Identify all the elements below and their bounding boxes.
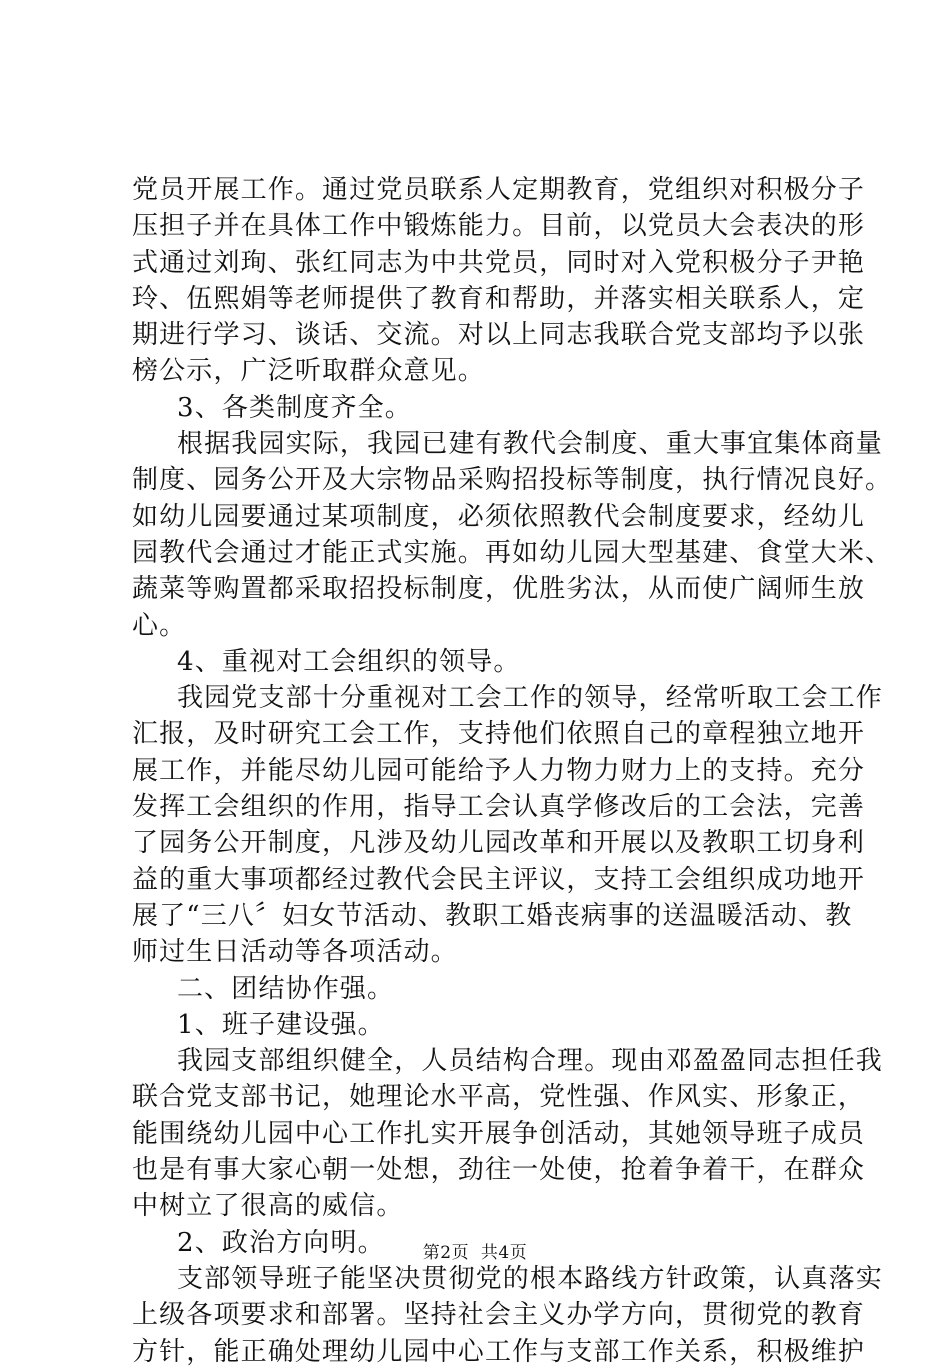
section-heading: 1、班子建设强。	[177, 1009, 385, 1040]
paragraph-start-line: 我园党支部十分重视对工会工作的领导，经常听取工会工作	[177, 683, 883, 714]
page-number: 第2页 共4页	[422, 1243, 528, 1263]
text-line: 了园务公开制度，凡涉及幼儿园改革和开展以及教职工切身利	[132, 828, 866, 859]
text-line: 展了“三八〞妇女节活动、教职工婚丧病事的送温暖活动、教	[132, 900, 853, 931]
text-line: 式通过刘珣、张红同志为中共党员，同时对入党积极分子尹艳	[132, 247, 866, 278]
text-line: 联合党支部书记，她理论水平高，党性强、作风实、形象正，	[132, 1082, 866, 1113]
text-line: 能围绕幼儿园中心工作扎实开展争创活动，其她领导班子成员	[132, 1118, 866, 1149]
section-heading: 4、重视对工会组织的领导。	[177, 646, 521, 677]
text-line: 展工作，并能尽幼儿园可能给予人力物力财力上的支持。充分	[132, 755, 866, 786]
text-line: 制度、园务公开及大宗物品采购招投标等制度，执行情况良好。	[132, 465, 893, 496]
text-line: 也是有事大家心朝一处想，劲往一处使，抢着争着干，在群众	[132, 1155, 866, 1186]
text-line: 师过生日活动等各项活动。	[132, 937, 458, 968]
text-line: 如幼儿园要通过某项制度，必须依照教代会制度要求，经幼儿	[132, 501, 866, 532]
section-heading: 二、团结协作强。	[177, 973, 395, 1004]
text-line: 玲、伍熙娟等老师提供了教育和帮助，并落实相关联系人，定	[132, 283, 866, 314]
text-line: 期进行学习、谈话、交流。对以上同志我联合党支部均予以张	[132, 320, 866, 351]
text-line: 蔬菜等购置都采取招投标制度，优胜劣汰，从而使广阔师生放	[132, 574, 866, 605]
text-line: 益的重大事项都经过教代会民主评议，支持工会组织成功地开	[132, 864, 866, 895]
document-body	[132, 172, 893, 1370]
paragraph-start-line: 支部领导班子能坚决贯彻党的根本路线方针政策，认真落实	[177, 1263, 883, 1294]
text-line: 园教代会通过才能正式实施。再如幼儿园大型基建、食堂大米、	[132, 537, 893, 568]
text-line: 压担子并在具体工作中锻炼能力。目前，以党员大会表决的形	[132, 211, 866, 242]
page-footer	[0, 1238, 950, 1263]
section-heading: 3、各类制度齐全。	[177, 392, 412, 423]
section-heading: 2、政治方向明。	[177, 1227, 385, 1258]
text-line: 汇报，及时研究工会工作，支持他们依照自己的章程独立地开	[132, 719, 866, 750]
paragraph-start-line: 我园支部组织健全，人员结构合理。现由邓盈盈同志担任我	[177, 1046, 883, 1077]
text-line: 方针，能正确处理幼儿园中心工作与支部工作关系，积极维护	[132, 1336, 866, 1367]
text-line: 发挥工会组织的作用，指导工会认真学修改后的工会法，完善	[132, 792, 866, 823]
text-line: 上级各项要求和部署。坚持社会主义办学方向，贯彻党的教育	[132, 1300, 866, 1331]
text-line: 心。	[132, 610, 187, 641]
text-line: 榜公示，广泛听取群众意见。	[132, 356, 485, 387]
text-line: 党员开展工作。通过党员联系人定期教育，党组织对积极分子	[132, 175, 866, 205]
paragraph-start-line: 根据我园实际，我园已建有教代会制度、重大事宜集体商量	[177, 429, 883, 460]
text-line: 中树立了很高的威信。	[132, 1191, 404, 1222]
